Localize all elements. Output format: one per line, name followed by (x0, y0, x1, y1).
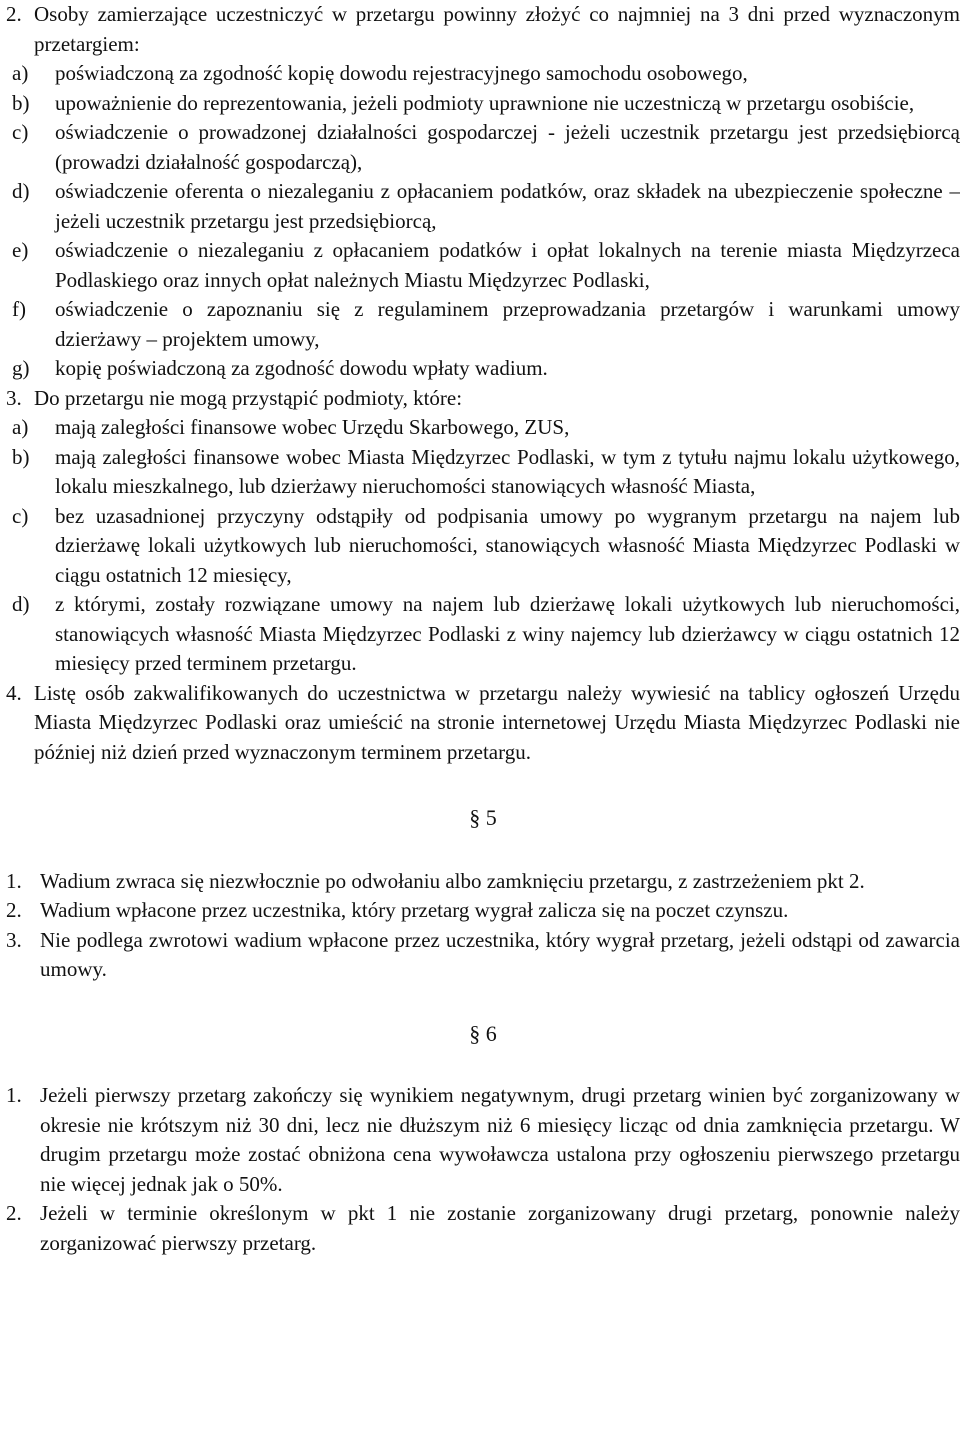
item-text: Osoby zamierzające uczestniczyć w przetargu powinny złożyć co najmniej na 3 dni przed wyznaczonym przetargiem: (34, 2, 960, 56)
sub-item (12, 354, 960, 384)
sub-item (12, 118, 960, 177)
sub-item-letter: a) (12, 415, 29, 439)
sub-item (12, 59, 960, 89)
item-number: 2. (6, 2, 22, 26)
sub-item-letter: c) (12, 120, 29, 144)
section-heading: § 5 (469, 805, 497, 830)
list-item (6, 384, 960, 414)
sub-item-text: bez uzasadnionej przyczyny odstąpiły od podpisania umowy po wygranym przetargu na najem lub dzierżawę lokali użytkowych lub nieruchomości, stanowiących własność Miasta Międzyrzec Podlaski w ciągu ostatnich 12 miesięcy, (55, 503, 960, 587)
spacer (6, 985, 960, 1019)
sub-item-letter: c) (12, 503, 29, 528)
sub-item-text: mają zaległości finansowe wobec Urzędu Skarbowego, ZUS, (55, 415, 570, 439)
spacer (6, 767, 960, 803)
item-number: 2. (6, 898, 22, 922)
sub-item (12, 236, 960, 295)
item-text: Do przetargu nie mogą przystąpić podmioty, które: (34, 385, 463, 410)
item-text: Wadium wpłacone przez uczestnika, który przetarg wygrał zalicza się na poczet czynszu. (40, 898, 789, 922)
sub-item-text: oświadczenie o prowadzonej działalności gospodarczej - jeżeli uczestnik przetargu jest przedsiębiorcą (prowadzi działalność gospodarczą), (55, 120, 960, 174)
sub-item-text: poświadczoną za zgodność kopię dowodu rejestracyjnego samochodu osobowego, (55, 61, 748, 85)
sub-item-text: upoważnienie do reprezentowania, jeżeli podmioty uprawnione nie uczestniczą w przetargu osobiście, (55, 90, 915, 115)
item-number: 1. (6, 868, 22, 893)
sub-item-letter: d) (12, 179, 30, 203)
sub-item-letter: f) (12, 297, 26, 321)
item-text: Jeżeli pierwszy przetarg zakończy się wynikiem negatywnym, drugi przetarg winien być zorganizowany w okresie nie krótszym niż 30 dni, lecz nie dłuższym niż 6 miesięcy licząc od dnia zamknięcia przetargu. W drugim przetargu może zostać obniżona cena wywoławcza ustalona przy ogłoszeniu pierwszego przetargu nie więcej jednak jak o 50%. (40, 1083, 960, 1196)
section-heading: § 6 (469, 1020, 497, 1046)
sub-item-letter: b) (12, 444, 30, 469)
item-number: 1. (6, 1083, 22, 1107)
list-item (6, 896, 960, 926)
sub-item-letter: b) (12, 90, 30, 115)
item-number: 2. (6, 1201, 22, 1225)
sub-item-letter: g) (12, 356, 30, 380)
spacer (6, 833, 960, 867)
item-number: 3. (6, 927, 22, 952)
list-item (6, 926, 960, 985)
item-number: 3. (6, 385, 22, 410)
sub-item-letter: d) (12, 592, 30, 616)
list-item (6, 679, 960, 768)
sub-item (12, 502, 960, 591)
spacer (6, 1048, 960, 1081)
sub-item-text: oświadczenie o zapoznaniu się z regulaminem przeprowadzania przetargów i warunkami umowy dzierżawy – projektem umowy, (55, 297, 960, 351)
sub-item-text: oświadczenie o niezaleganiu z opłacaniem podatków i opłat lokalnych na terenie miasta Międzyrzeca Podlaskiego oraz innych opłat należnych Miastu Międzyrzec Podlaski, (55, 238, 960, 292)
sub-item (12, 590, 960, 679)
sub-item-text: kopię poświadczoną za zgodność dowodu wpłaty wadium. (55, 356, 548, 380)
list-item (6, 1081, 960, 1199)
sub-item (12, 295, 960, 354)
item-text: Listę osób zakwalifikowanych do uczestnictwa w przetargu należy wywiesić na tablicy ogłoszeń Urzędu Miasta Międzyrzec Podlaski oraz umieścić na stronie internetowej Urzędu Miasta Międzyrzec Podlaski nie później niż dzień przed wyznaczonym terminem przetargu. (34, 680, 960, 764)
sub-item-text: z którymi, zostały rozwiązane umowy na najem lub dzierżawę lokali użytkowych lub nieruchomości, stanowiących własność Miasta Międzyrzec Podlaski z winy najemcy lub dzierżawcy w ciągu ostatnich 12 miesięcy przed terminem przetargu. (55, 592, 960, 675)
sub-item (12, 413, 960, 443)
sub-item-letter: a) (12, 61, 29, 85)
item-text: Nie podlega zwrotowi wadium wpłacone przez uczestnika, który wygrał przetarg, jeżeli odstąpi od zawarcia umowy. (40, 927, 960, 981)
sub-item (12, 443, 960, 502)
item-text: Wadium zwraca się niezwłocznie po odwołaniu albo zamknięciu przetargu, z zastrzeżeniem pkt 2. (40, 868, 865, 893)
list-item (6, 867, 960, 897)
sub-item-text: oświadczenie oferenta o niezaleganiu z opłacaniem podatków, oraz składek na ubezpieczenie społeczne – jeżeli uczestnik przetargu jest przedsiębiorcą, (55, 179, 960, 233)
sub-item-text: mają zaległości finansowe wobec Miasta Międzyrzec Podlaski, w tym z tytułu najmu lokalu użytkowego, lokalu mieszkalnego, lub dzierżawy nieruchomości stanowiących własność Miasta, (55, 444, 960, 498)
sub-item (12, 177, 960, 236)
list-item (6, 1199, 960, 1258)
sub-item (12, 89, 960, 119)
sub-item-letter: e) (12, 238, 29, 262)
item-number: 4. (6, 680, 22, 705)
list-item (6, 0, 960, 59)
item-text: Jeżeli w terminie określonym w pkt 1 nie zostanie zorganizowany drugi przetarg, ponownie należy zorganizować pierwszy przetarg. (40, 1201, 960, 1255)
